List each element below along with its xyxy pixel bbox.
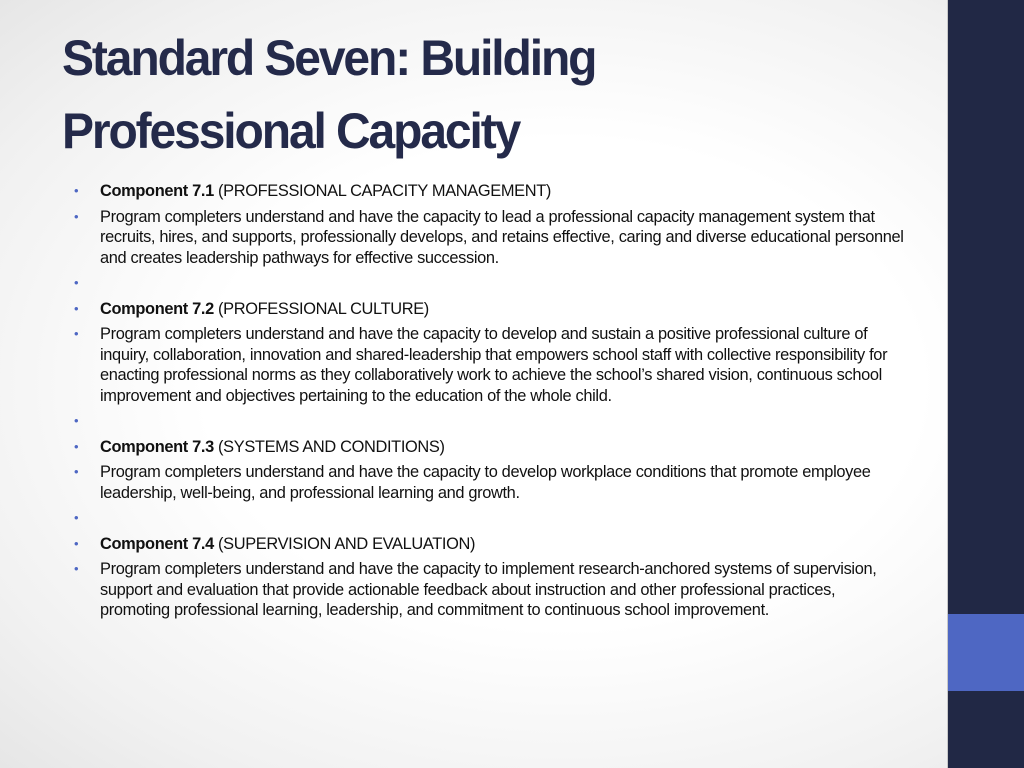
list-item-empty: [74, 508, 904, 529]
list-item: [74, 559, 904, 621]
list-item: [74, 534, 904, 555]
bullet-icon: •: [74, 535, 79, 551]
sidebar-accent-block: [948, 614, 1024, 691]
bullet-icon: •: [74, 275, 79, 290]
component-description: Program completers understand and have the capacity to develop and sustain a positive professional culture of inquiry, collaboration, innovation and shared-leadership that empowers school staff with collective responsibility for enacting professional norms as they collaboratively work to achieve the school’s shared vision, continuous school improvement and objectives pertaining to the education of the whole child.: [100, 325, 888, 405]
bullet-list: [74, 181, 904, 626]
bullet-icon: •: [74, 208, 79, 224]
list-item: [74, 299, 904, 320]
list-item: [74, 181, 904, 202]
component-description: Program completers understand and have the capacity to implement research-anchored systems of supervision, support and evaluation that provide actionable feedback about instruction and other professional practices, promoting professional learning, leadership, and commitment to continuous school improvement.: [100, 560, 877, 619]
title-line-1: Standard Seven: Building: [62, 30, 596, 86]
list-item: [74, 324, 904, 406]
list-item: [74, 207, 904, 269]
bullet-icon: •: [74, 300, 79, 316]
bullet-icon: •: [74, 510, 79, 525]
bullet-icon: •: [74, 438, 79, 454]
title-line-2: Professional Capacity: [62, 103, 520, 159]
bullet-icon: •: [74, 464, 79, 479]
list-item-empty: [74, 411, 904, 432]
component-description: Program completers understand and have the capacity to develop workplace conditions that promote employee leadership, well-being, and professional learning and growth.: [100, 463, 871, 502]
list-item: [74, 437, 904, 458]
component-label: Component 7.3: [100, 437, 214, 456]
bullet-icon: •: [74, 413, 79, 428]
component-title: (SYSTEMS AND CONDITIONS): [213, 437, 445, 456]
component-description: Program completers understand and have the capacity to lead a professional capacity management system that recruits, hires, and supports, professionally develops, and retains effective, caring and diverse educational personnel and creates leadership pathways for effective succession.: [100, 207, 904, 267]
component-label: Component 7.2: [100, 299, 214, 318]
bullet-icon: •: [74, 561, 79, 576]
decorative-sidebar: [947, 0, 1024, 768]
list-item-empty: [74, 273, 904, 294]
component-title: (SUPERVISION AND EVALUATION): [213, 534, 476, 553]
bullet-icon: •: [74, 326, 79, 341]
component-label: Component 7.1: [100, 182, 214, 200]
component-title: (PROFESSIONAL CAPACITY MANAGEMENT): [213, 182, 552, 200]
component-label: Component 7.4: [100, 534, 214, 553]
bullet-icon: •: [74, 183, 79, 198]
slide-title: [62, 22, 888, 168]
list-item: [74, 462, 904, 503]
component-title: (PROFESSIONAL CULTURE): [213, 299, 429, 318]
